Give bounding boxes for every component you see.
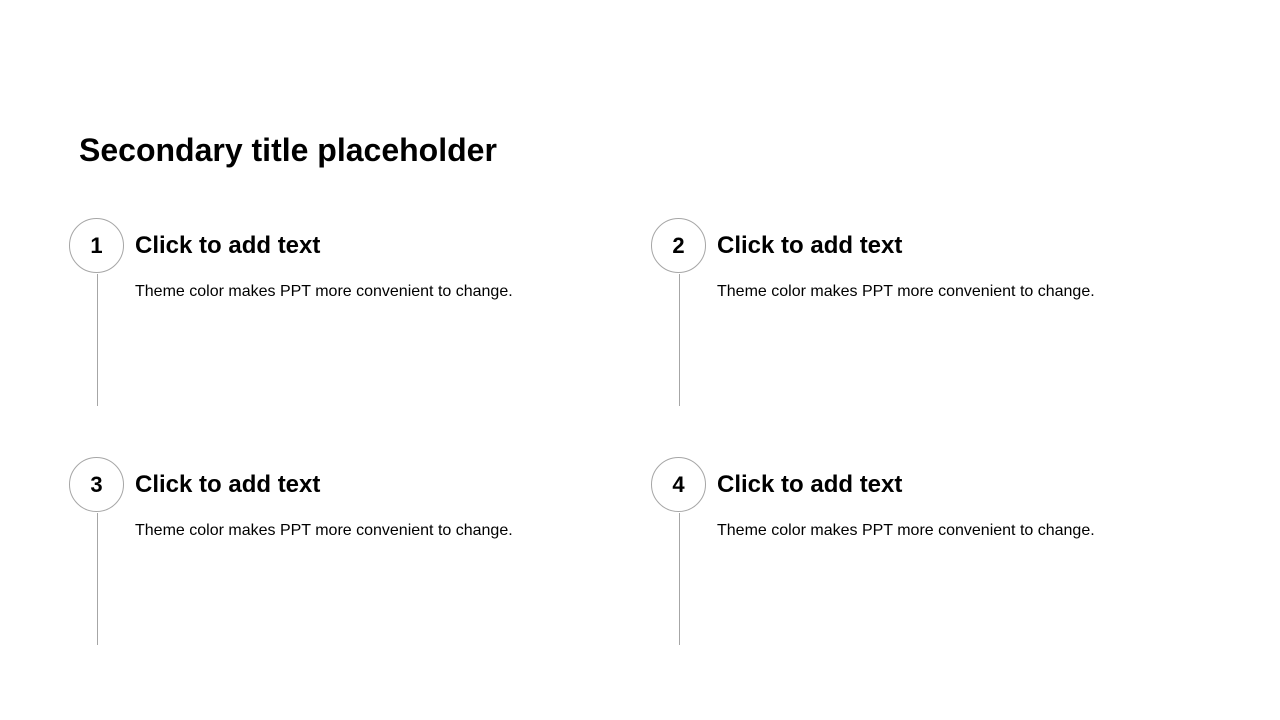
number-circle-1: 1 bbox=[69, 218, 124, 273]
number-circle-2: 2 bbox=[651, 218, 706, 273]
item-body-4[interactable]: Theme color makes PPT more convenient to change. bbox=[717, 522, 1095, 539]
connector-line-3 bbox=[97, 513, 98, 645]
connector-line-4 bbox=[679, 513, 680, 645]
number-circle-3: 3 bbox=[69, 457, 124, 512]
list-item-1 bbox=[69, 218, 589, 408]
item-body-2[interactable]: Theme color makes PPT more convenient to change. bbox=[717, 283, 1095, 300]
connector-line-2 bbox=[679, 274, 680, 406]
item-heading-2[interactable]: Click to add text bbox=[717, 232, 903, 259]
slide-title[interactable]: Secondary title placeholder bbox=[79, 132, 497, 168]
number-circle-4: 4 bbox=[651, 457, 706, 512]
item-heading-3[interactable]: Click to add text bbox=[135, 471, 321, 498]
connector-line-1 bbox=[97, 274, 98, 406]
item-heading-1[interactable]: Click to add text bbox=[135, 232, 321, 259]
list-item-4 bbox=[651, 457, 1171, 647]
item-heading-4[interactable]: Click to add text bbox=[717, 471, 903, 498]
list-item-2 bbox=[651, 218, 1171, 408]
item-body-3[interactable]: Theme color makes PPT more convenient to change. bbox=[135, 522, 513, 539]
list-item-3 bbox=[69, 457, 589, 647]
item-body-1[interactable]: Theme color makes PPT more convenient to change. bbox=[135, 283, 513, 300]
